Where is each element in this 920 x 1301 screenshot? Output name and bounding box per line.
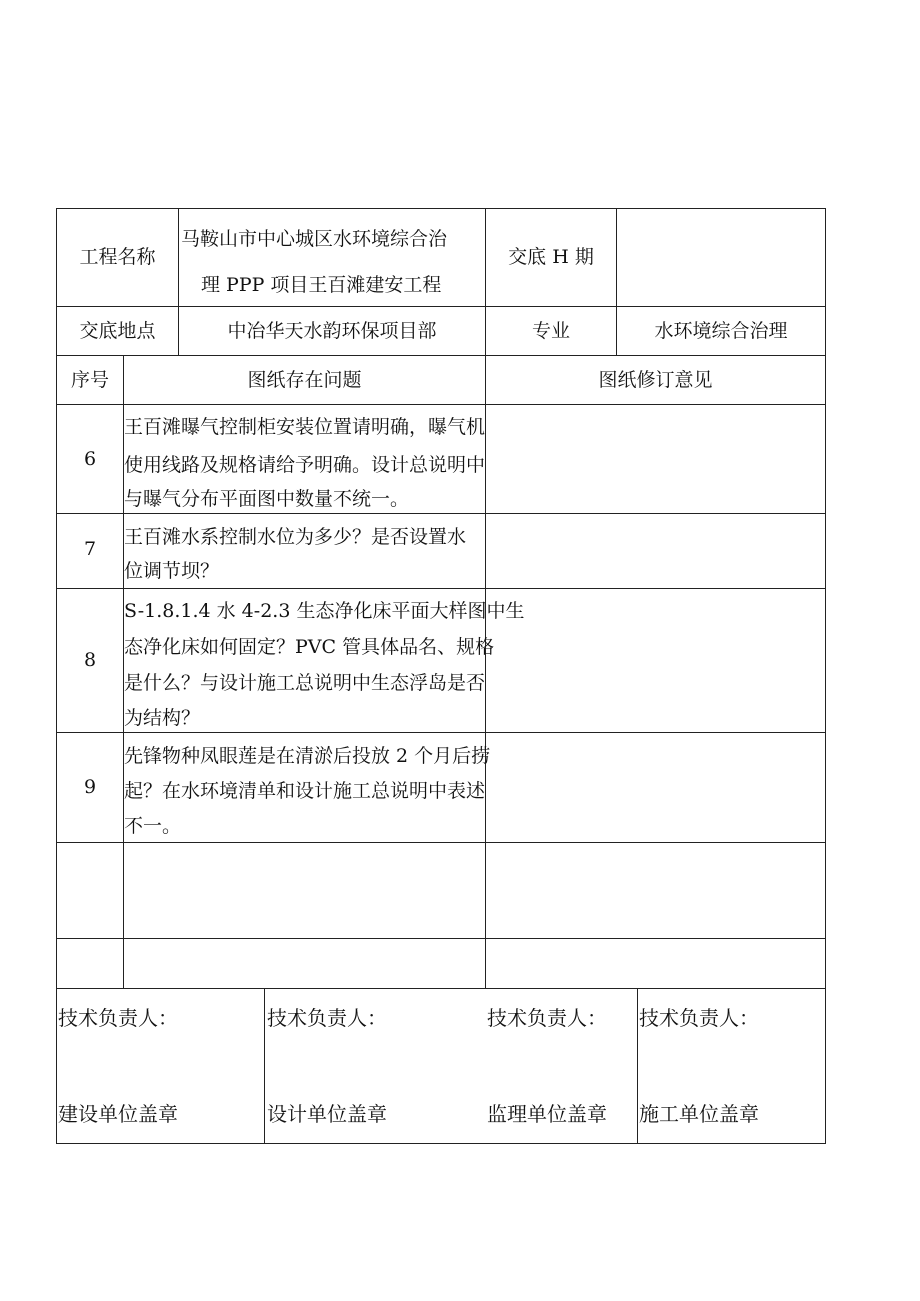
table-row-empty [57,939,825,988]
row-issue-line: S-1.8.1.4 水 4-2.3 生态净化床平面大样图中生 [124,600,525,622]
col-header-revision: 图纸修订意见 [598,369,713,391]
col-divider [637,988,638,1144]
row-issue-line: 使用线路及规格请给予明确。设计总说明中 [124,454,486,476]
row-issue-line: 态净化床如何固定？PVC 管具体品名、规格 [124,636,495,658]
row-issue-line: 不一。 [124,815,182,837]
row-issue-line: 为结构？ [124,707,201,729]
table-border-right [825,208,826,1144]
signature-tech-lead-supervision: 技术负责人： [487,1006,607,1030]
signature-tech-lead-construction: 技术负责人： [639,1006,759,1030]
row-divider [56,404,826,405]
seal-owner-unit: 建设单位盖章 [58,1102,178,1126]
row-seq: 7 [83,538,97,560]
row-divider [56,588,826,589]
row-issue-line: 是什么？与设计施工总说明中生态浮岛是否 [124,672,486,694]
row-seq: 8 [83,649,97,671]
specialty-label: 专业 [531,320,570,342]
specialty-value: 水环境综合治理 [654,320,788,342]
signature-tech-lead-owner: 技术负责人： [58,1006,178,1030]
table-border-bottom [56,1143,826,1144]
project-name-line2: 理 PPP 项目王百滩建安工程 [201,274,442,296]
location-value: 中冶华天水韵环保项目部 [227,320,437,342]
row-issue-line: 与曝气分布平面图中数量不统一。 [124,488,410,510]
row-issue-line: 起？在水环境清单和设计施工总说明中表述 [124,780,486,802]
row-issue-line: 位调节坝？ [124,560,220,582]
table-row-empty [57,843,825,938]
row-issue-line: 王百滩曝气控制柜安装位置请明确，曝气机 [124,416,486,438]
row-seq: 6 [83,448,97,470]
col-divider [264,988,265,1144]
project-name-line1: 马鞍山市中心城区水环境综合治 [181,228,448,250]
row-divider [56,306,826,307]
signature-tech-lead-design: 技术负责人： [267,1006,387,1030]
row-issue-line: 先锋物种凤眼莲是在清淤后投放 2 个月后捞 [124,745,491,767]
seal-supervision-unit: 监理单位盖章 [487,1102,607,1126]
location-label: 交底地点 [79,320,156,342]
col-header-seq: 序号 [70,369,109,391]
row-issue-line: 王百滩水系控制水位为多少？是否设置水 [124,526,467,548]
row-seq: 9 [83,776,97,798]
date-label: 交底 H 期 [508,246,594,268]
project-name-label: 工程名称 [79,246,156,268]
row-divider [56,988,826,989]
table-border-top [56,208,826,209]
row-divider [56,355,826,356]
seal-construction-unit: 施工单位盖章 [639,1102,759,1126]
col-header-issue: 图纸存在问题 [247,369,362,391]
seal-design-unit: 设计单位盖章 [267,1102,387,1126]
